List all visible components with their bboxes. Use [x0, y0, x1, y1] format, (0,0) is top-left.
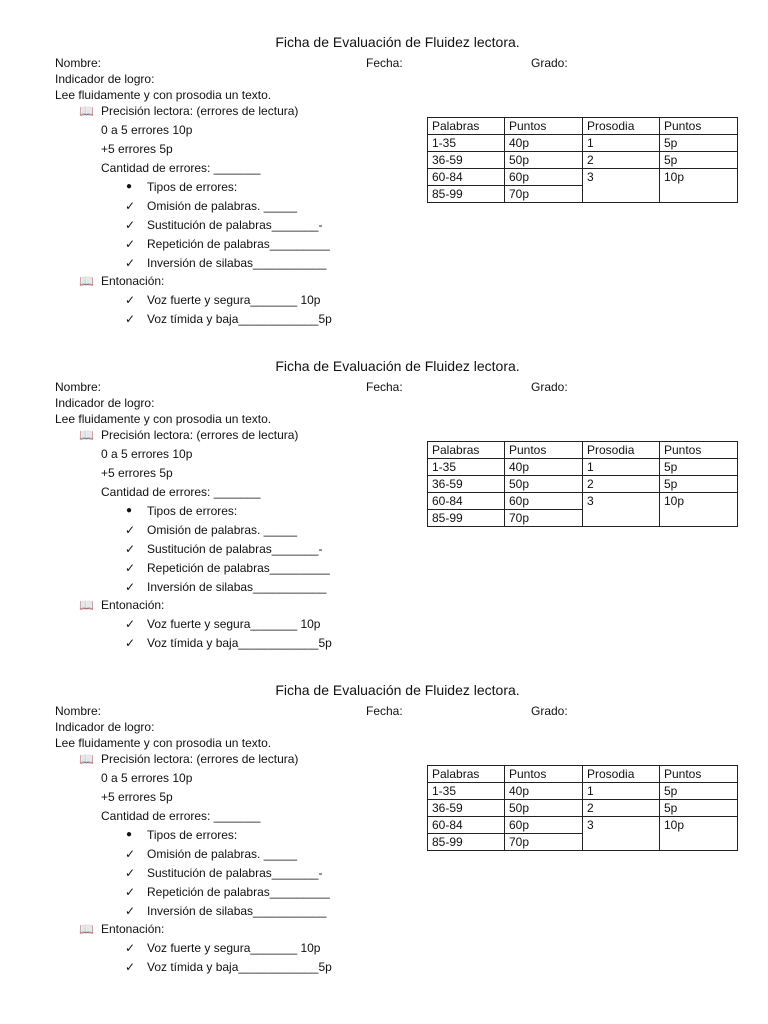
- fecha-label: Fecha:: [366, 380, 403, 394]
- repeticion-line: Repetición de palabras_________: [147, 237, 330, 251]
- header-puntos-prosodia: Puntos: [660, 766, 738, 783]
- tipos-errores: Tipos de errores:: [147, 180, 238, 194]
- puntos-cell: 60p: [505, 493, 583, 510]
- prosodia-cell: 2: [583, 800, 660, 817]
- indicador-text: Lee fluidamente y con prosodia un texto.: [55, 736, 272, 750]
- header-puntos-prosodia: Puntos: [660, 442, 738, 459]
- puntos-prosodia-cell: 10p: [660, 817, 738, 851]
- puntos-cell: 40p: [505, 783, 583, 800]
- grado-label: Grado:: [531, 704, 568, 718]
- cantidad-errores: Cantidad de errores: _______: [101, 485, 261, 499]
- sustitucion-line: Sustitución de palabras_______-: [147, 542, 323, 556]
- puntos-cell: 70p: [505, 186, 583, 203]
- evaluation-sheet-3: [0, 648, 768, 974]
- puntos-prosodia-cell: 5p: [660, 459, 738, 476]
- prosodia-cell: 2: [583, 152, 660, 169]
- puntos-cell: 60p: [505, 169, 583, 186]
- palabras-cell: 36-59: [428, 476, 505, 493]
- puntos-cell: 70p: [505, 834, 583, 851]
- sustitucion-line: Sustitución de palabras_______-: [147, 866, 323, 880]
- sustitucion-line: Sustitución de palabras_______-: [147, 218, 323, 232]
- header-prosodia: Prosodia: [583, 118, 660, 135]
- palabras-cell: 1-35: [428, 459, 505, 476]
- palabras-cell: 1-35: [428, 783, 505, 800]
- checkmark-icon: ✓: [125, 561, 136, 575]
- repeticion-line: Repetición de palabras_________: [147, 885, 330, 899]
- errores-0-5: 0 a 5 errores 10p: [101, 447, 193, 461]
- checkmark-icon: ✓: [125, 904, 136, 918]
- inversion-line: Inversión de silabas___________: [147, 256, 327, 270]
- sheet-title: Ficha de Evaluación de Fluidez lectora.: [275, 682, 520, 698]
- checkmark-icon: ✓: [125, 636, 136, 650]
- header-palabras: Palabras: [428, 766, 505, 783]
- palabras-cell: 60-84: [428, 817, 505, 834]
- tipos-errores: Tipos de errores:: [147, 828, 238, 842]
- tipos-errores: Tipos de errores:: [147, 504, 238, 518]
- nombre-label: Nombre:: [55, 380, 102, 394]
- grado-label: Grado:: [531, 380, 568, 394]
- puntos-prosodia-cell: 5p: [660, 476, 738, 493]
- checkmark-icon: ✓: [125, 199, 136, 213]
- palabras-cell: 60-84: [428, 169, 505, 186]
- palabras-cell: 36-59: [428, 800, 505, 817]
- puntos-cell: 50p: [505, 152, 583, 169]
- bullet-icon: ●: [126, 829, 133, 840]
- voz-timida-line: Voz tímida y baja____________5p: [147, 312, 332, 326]
- evaluation-sheet-1: [0, 0, 768, 326]
- omision-line: Omisión de palabras. _____: [147, 847, 298, 861]
- puntos-prosodia-cell: 10p: [660, 493, 738, 527]
- voz-fuerte-line: Voz fuerte y segura_______ 10p: [147, 617, 321, 631]
- evaluation-sheet-2: [0, 324, 768, 650]
- cantidad-errores: Cantidad de errores: _______: [101, 809, 261, 823]
- puntos-prosodia-cell: 5p: [660, 152, 738, 169]
- checkmark-icon: ✓: [125, 542, 136, 556]
- checkmark-icon: ✓: [125, 312, 136, 326]
- puntos-cell: 50p: [505, 800, 583, 817]
- errores-mas-5: +5 errores 5p: [101, 466, 173, 480]
- book-icon: 📖: [79, 104, 94, 118]
- omision-line: Omisión de palabras. _____: [147, 523, 298, 537]
- errores-0-5: 0 a 5 errores 10p: [101, 123, 193, 137]
- checkmark-icon: ✓: [125, 847, 136, 861]
- entonacion-heading: Entonación:: [101, 922, 165, 936]
- voz-fuerte-line: Voz fuerte y segura_______ 10p: [147, 293, 321, 307]
- bullet-icon: ●: [126, 505, 133, 516]
- palabras-cell: 1-35: [428, 135, 505, 152]
- checkmark-icon: ✓: [125, 218, 136, 232]
- puntos-prosodia-cell: 5p: [660, 800, 738, 817]
- palabras-cell: 60-84: [428, 493, 505, 510]
- indicador-label: Indicador de logro:: [55, 396, 155, 410]
- checkmark-icon: ✓: [125, 960, 136, 974]
- header-palabras: Palabras: [428, 118, 505, 135]
- scoring-table: [427, 117, 738, 203]
- header-puntos-prosodia: Puntos: [660, 118, 738, 135]
- bullet-icon: ●: [126, 181, 133, 192]
- errores-mas-5: +5 errores 5p: [101, 142, 173, 156]
- nombre-label: Nombre:: [55, 56, 102, 70]
- header-puntos: Puntos: [505, 766, 583, 783]
- indicador-text: Lee fluidamente y con prosodia un texto.: [55, 412, 272, 426]
- voz-timida-line: Voz tímida y baja____________5p: [147, 636, 332, 650]
- checkmark-icon: ✓: [125, 580, 136, 594]
- repeticion-line: Repetición de palabras_________: [147, 561, 330, 575]
- checkmark-icon: ✓: [125, 293, 136, 307]
- header-prosodia: Prosodia: [583, 766, 660, 783]
- checkmark-icon: ✓: [125, 256, 136, 270]
- checkmark-icon: ✓: [125, 885, 136, 899]
- indicador-text: Lee fluidamente y con prosodia un texto.: [55, 88, 272, 102]
- puntos-prosodia-cell: 10p: [660, 169, 738, 203]
- header-puntos: Puntos: [505, 118, 583, 135]
- puntos-cell: 40p: [505, 135, 583, 152]
- palabras-cell: 85-99: [428, 510, 505, 527]
- inversion-line: Inversión de silabas___________: [147, 904, 327, 918]
- entonacion-heading: Entonación:: [101, 598, 165, 612]
- puntos-cell: 40p: [505, 459, 583, 476]
- checkmark-icon: ✓: [125, 523, 136, 537]
- puntos-prosodia-cell: 5p: [660, 135, 738, 152]
- book-icon: 📖: [79, 274, 94, 288]
- book-icon: 📖: [79, 922, 94, 936]
- fecha-label: Fecha:: [366, 704, 403, 718]
- prosodia-cell: 1: [583, 459, 660, 476]
- prosodia-cell: 3: [583, 817, 660, 851]
- book-icon: 📖: [79, 752, 94, 766]
- puntos-cell: 50p: [505, 476, 583, 493]
- checkmark-icon: ✓: [125, 617, 136, 631]
- indicador-label: Indicador de logro:: [55, 720, 155, 734]
- errores-mas-5: +5 errores 5p: [101, 790, 173, 804]
- entonacion-heading: Entonación:: [101, 274, 165, 288]
- puntos-prosodia-cell: 5p: [660, 783, 738, 800]
- sheet-title: Ficha de Evaluación de Fluidez lectora.: [275, 34, 520, 50]
- palabras-cell: 36-59: [428, 152, 505, 169]
- voz-timida-line: Voz tímida y baja____________5p: [147, 960, 332, 974]
- grado-label: Grado:: [531, 56, 568, 70]
- book-icon: 📖: [79, 428, 94, 442]
- precision-heading: Precisión lectora: (errores de lectura): [101, 752, 299, 766]
- header-palabras: Palabras: [428, 442, 505, 459]
- precision-heading: Precisión lectora: (errores de lectura): [101, 104, 299, 118]
- precision-heading: Precisión lectora: (errores de lectura): [101, 428, 299, 442]
- prosodia-cell: 1: [583, 783, 660, 800]
- nombre-label: Nombre:: [55, 704, 102, 718]
- checkmark-icon: ✓: [125, 866, 136, 880]
- prosodia-cell: 2: [583, 476, 660, 493]
- checkmark-icon: ✓: [125, 237, 136, 251]
- omision-line: Omisión de palabras. _____: [147, 199, 298, 213]
- checkmark-icon: ✓: [125, 941, 136, 955]
- prosodia-cell: 1: [583, 135, 660, 152]
- indicador-label: Indicador de logro:: [55, 72, 155, 86]
- scoring-table: [427, 765, 738, 851]
- puntos-cell: 60p: [505, 817, 583, 834]
- palabras-cell: 85-99: [428, 186, 505, 203]
- fecha-label: Fecha:: [366, 56, 403, 70]
- prosodia-cell: 3: [583, 169, 660, 203]
- puntos-cell: 70p: [505, 510, 583, 527]
- header-puntos: Puntos: [505, 442, 583, 459]
- inversion-line: Inversión de silabas___________: [147, 580, 327, 594]
- prosodia-cell: 3: [583, 493, 660, 527]
- errores-0-5: 0 a 5 errores 10p: [101, 771, 193, 785]
- palabras-cell: 85-99: [428, 834, 505, 851]
- header-prosodia: Prosodia: [583, 442, 660, 459]
- sheet-title: Ficha de Evaluación de Fluidez lectora.: [275, 358, 520, 374]
- book-icon: 📖: [79, 598, 94, 612]
- scoring-table: [427, 441, 738, 527]
- cantidad-errores: Cantidad de errores: _______: [101, 161, 261, 175]
- voz-fuerte-line: Voz fuerte y segura_______ 10p: [147, 941, 321, 955]
